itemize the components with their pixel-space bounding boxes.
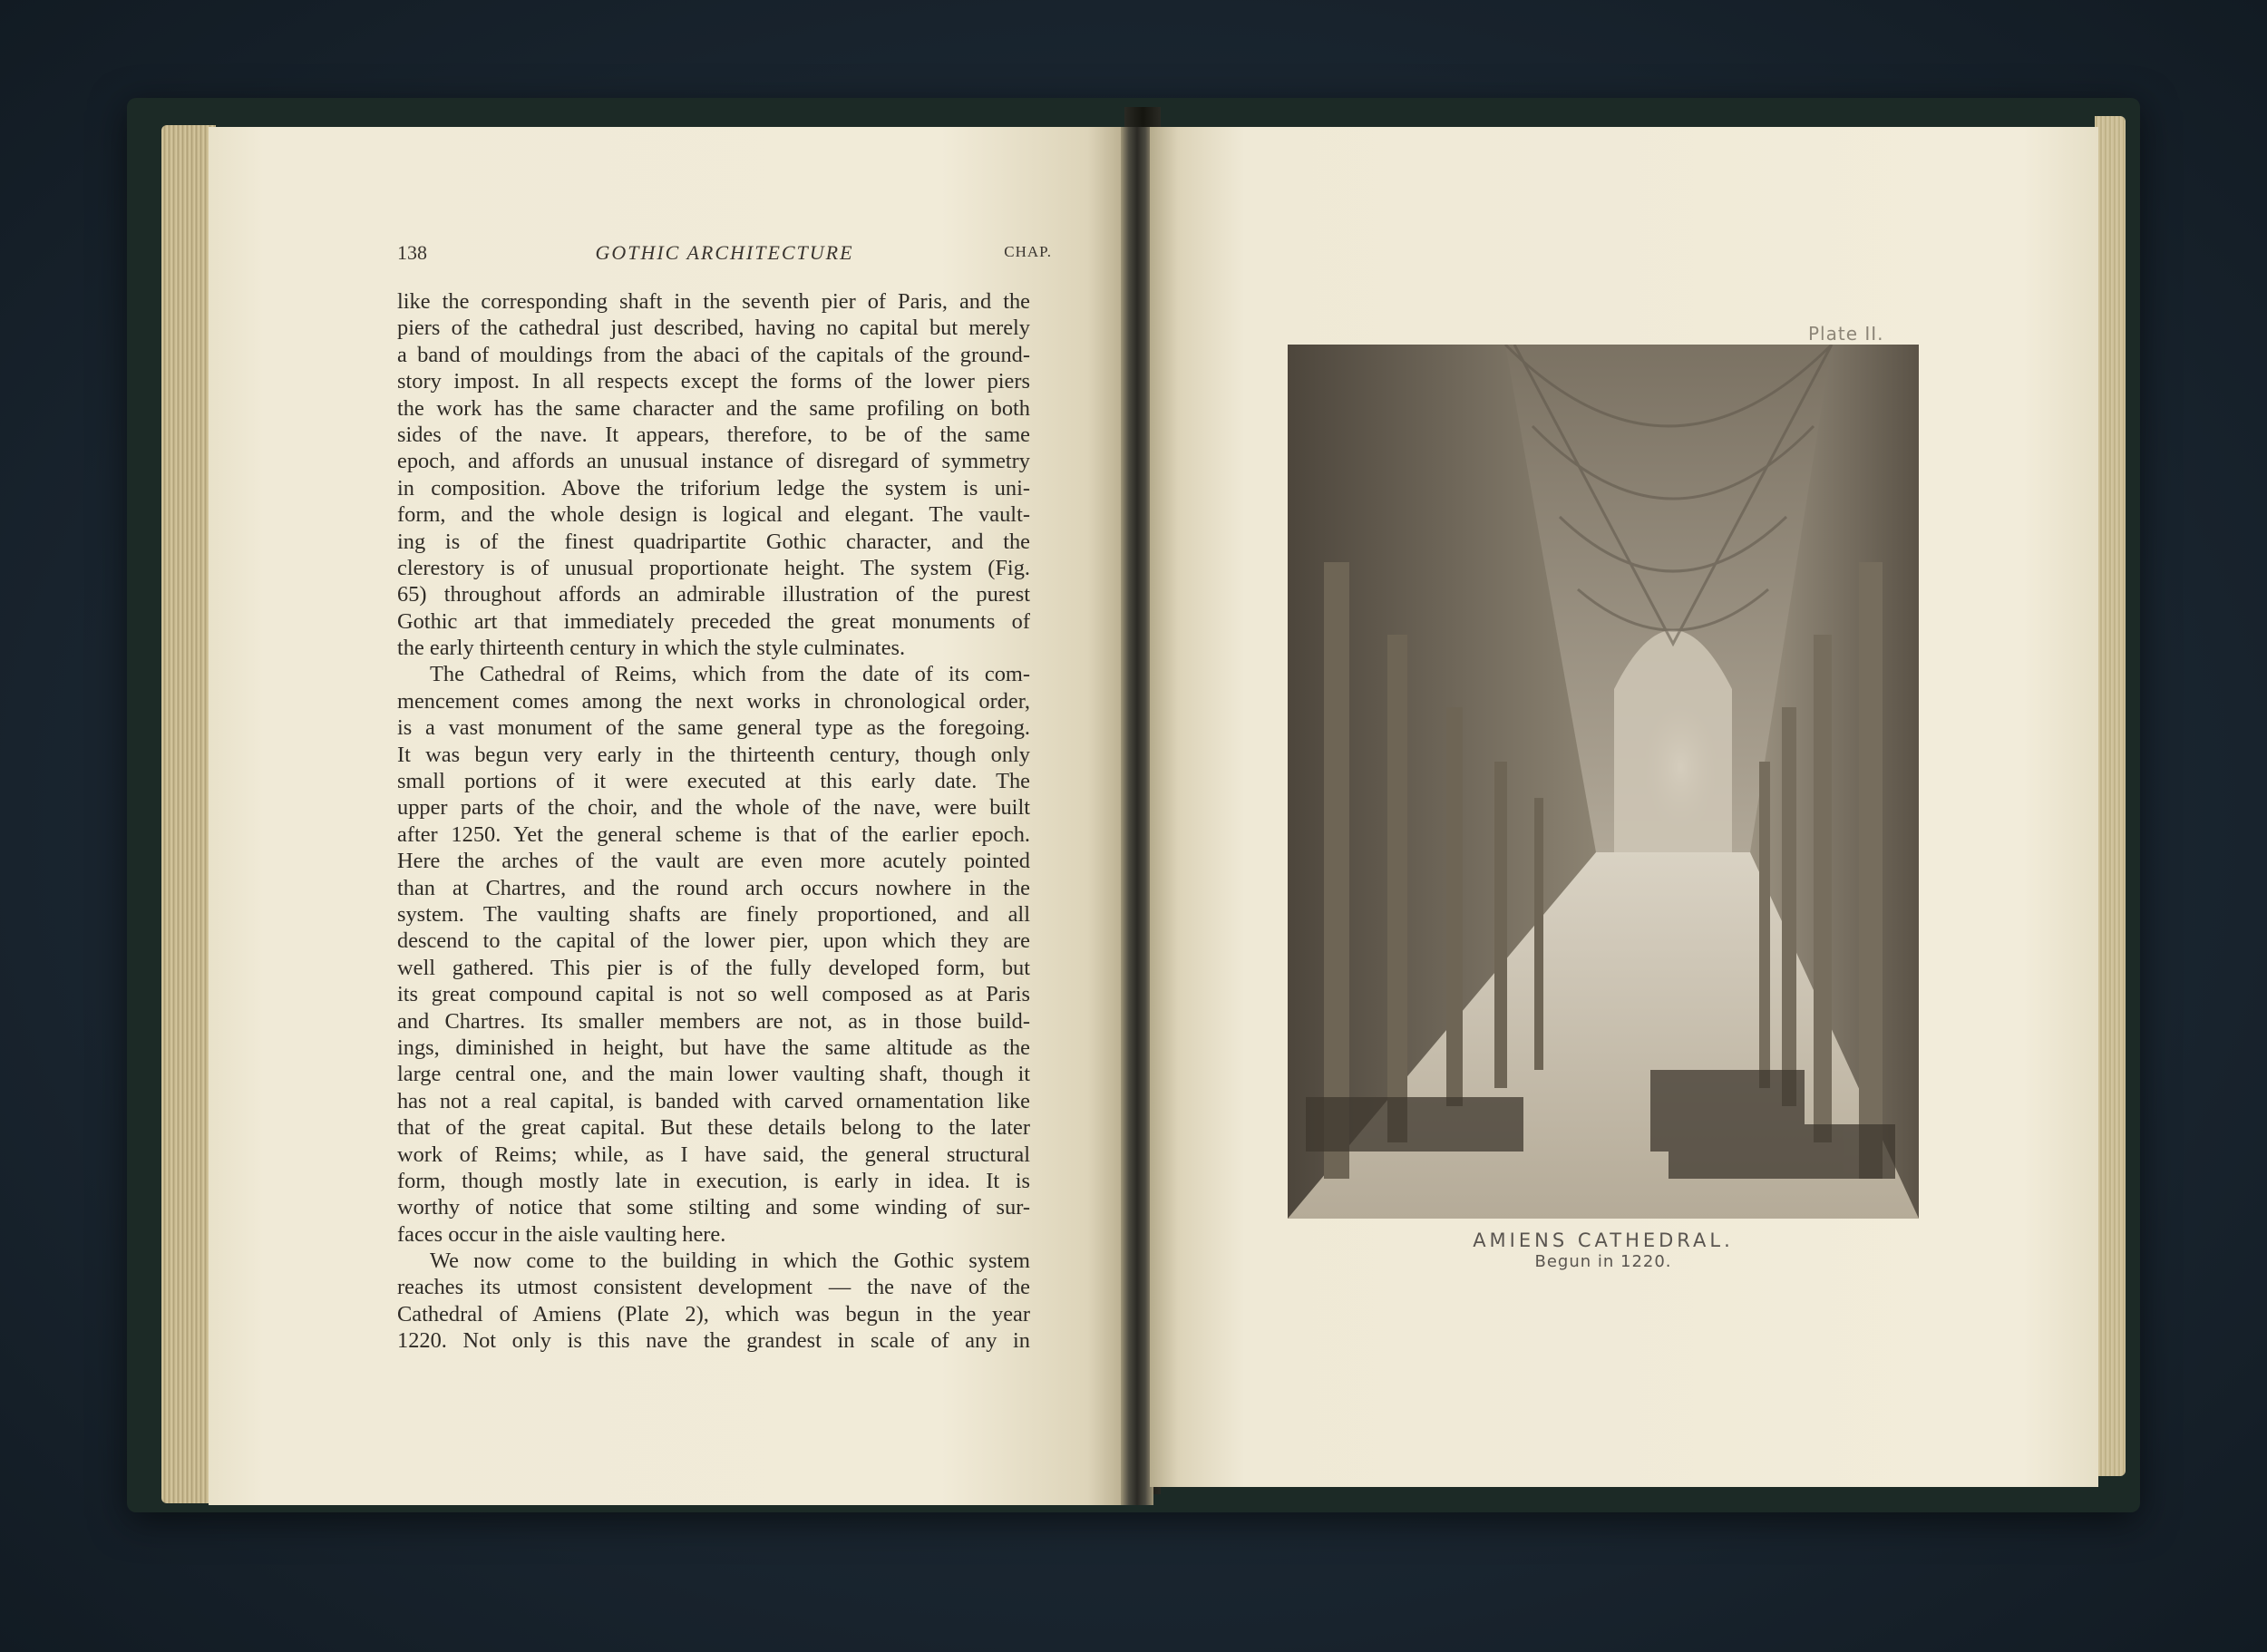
- text-line: worthy of notice that some stilting and some winding of sur-: [397, 1195, 1030, 1220]
- text-line: its great compound capital is not so well composed as at Paris: [397, 982, 1030, 1007]
- text-line: epoch, and affords an unusual instance of disregard of symmetry: [397, 449, 1030, 474]
- text-line: Here the arches of the vault are even more acutely pointed: [397, 849, 1030, 874]
- body-text: [397, 288, 1030, 1355]
- left-page-edges: [161, 125, 216, 1503]
- text-line: It was begun very early in the thirteenth century, though only: [397, 742, 1030, 767]
- text-line: that of the great capital. But these details belong to the later: [397, 1115, 1030, 1141]
- text-line: has not a real capital, is banded with carved ornamentation like: [397, 1088, 1030, 1113]
- text-line: after 1250. Yet the general scheme is that of the earlier epoch.: [397, 821, 1030, 847]
- text-line: like the corresponding shaft in the seventh pier of Paris, and the: [397, 289, 1030, 314]
- text-line: large central one, and the main lower vaulting shaft, though it: [397, 1062, 1030, 1087]
- text-line: a band of mouldings from the abaci of the capitals of the ground-: [397, 342, 1030, 367]
- running-title: GOTHIC ARCHITECTURE: [595, 241, 854, 264]
- text-line: descend to the capital of the lower pier, upon which they are: [397, 928, 1030, 954]
- text-line: upper parts of the choir, and the whole of the nave, were built: [397, 795, 1030, 821]
- text-line: reaches its utmost consistent development — the nave of the: [397, 1275, 1030, 1300]
- text-line: form, and the whole design is logical and elegant. The vault-: [397, 502, 1030, 528]
- text-line: The Cathedral of Reims, which from the date of its com-: [430, 662, 1030, 687]
- text-line: piers of the cathedral just described, having no capital but merely: [397, 316, 1030, 341]
- plate-label: Plate II.: [1808, 323, 1884, 345]
- text-line: We now come to the building in which the Gothic system: [430, 1249, 1030, 1274]
- text-line: sides of the nave. It appears, therefore, to be of the same: [397, 422, 1030, 447]
- text-line: the work has the same character and the same profiling on both: [397, 395, 1030, 421]
- text-line: ings, diminished in height, but have the same altitude as the: [397, 1035, 1030, 1060]
- book-gutter: [1121, 127, 1153, 1505]
- text-line: well gathered. This pier is of the fully developed form, but: [397, 955, 1030, 980]
- text-line: story impost. In all respects except the forms of the lower piers: [397, 369, 1030, 394]
- text-line: Gothic art that immediately preceded the great monuments of: [397, 608, 1030, 634]
- page-number: 138: [397, 241, 427, 264]
- plate-caption-title: AMIENS CATHEDRAL.: [1473, 1229, 1734, 1251]
- text-line: system. The vaulting shafts are finely proportioned, and all: [397, 901, 1030, 927]
- text-line: faces occur in the aisle vaulting here.: [397, 1221, 726, 1247]
- text-line: Cathedral of Amiens (Plate 2), which was begun in the year: [397, 1301, 1030, 1326]
- text-line: work of Reims; while, as I have said, the general structural: [397, 1142, 1030, 1167]
- text-line: in composition. Above the triforium ledge the system is uni-: [397, 475, 1030, 500]
- text-line: is a vast monument of the same general type as the foregoing.: [397, 715, 1030, 741]
- apse-window: [1614, 630, 1732, 852]
- text-line: ing is of the finest quadripartite Gothic character, and the: [397, 529, 1030, 554]
- text-line: clerestory is of unusual proportionate height. The system (Fig.: [397, 555, 1030, 580]
- cathedral-nave-photograph: [1288, 345, 1919, 1219]
- right-page-edges: [2095, 116, 2126, 1476]
- text-line: 1220. Not only is this nave the grandest in scale of any in: [397, 1328, 1030, 1354]
- text-line: small portions of it were executed at this early date. The: [397, 769, 1030, 794]
- running-header: [397, 241, 1052, 277]
- text-line: than at Chartres, and the round arch occurs nowhere in the: [397, 875, 1030, 900]
- text-line: mencement comes among the next works in chronological order,: [397, 688, 1030, 714]
- chapter-label: CHAP.: [1004, 243, 1052, 260]
- text-line: 65) throughout affords an admirable illustration of the purest: [397, 582, 1030, 607]
- text-line: form, though mostly late in execution, is early in idea. It is: [397, 1168, 1030, 1193]
- text-line: and Chartres. Its smaller members are not, as in those build-: [397, 1008, 1030, 1034]
- plate-caption-subtitle: Begun in 1220.: [1534, 1252, 1672, 1271]
- text-line: the early thirteenth century in which the style culminates.: [397, 636, 906, 661]
